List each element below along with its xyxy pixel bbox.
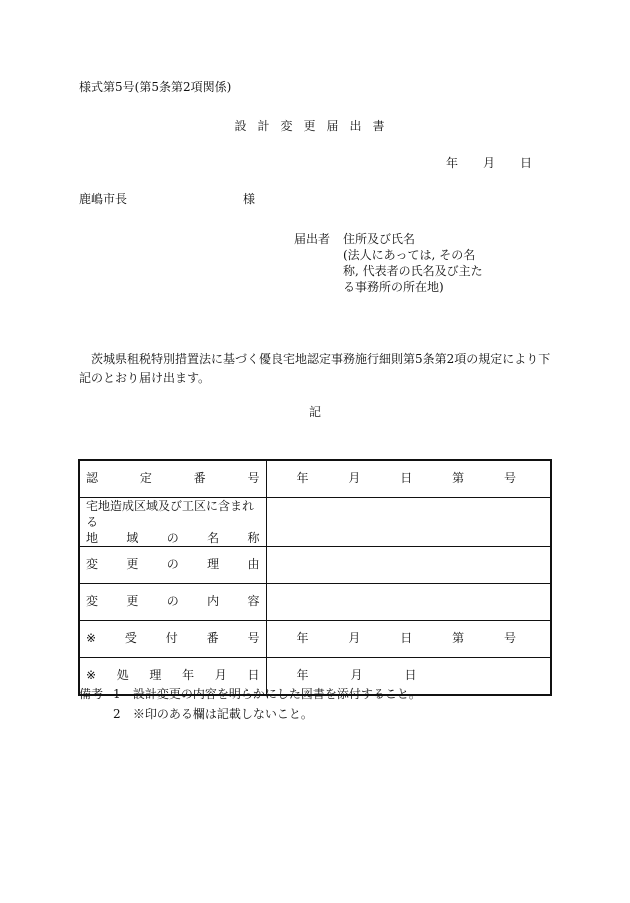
label-char: の — [166, 594, 179, 609]
label-char: 処 — [116, 668, 129, 683]
addressee — [79, 192, 256, 208]
label-char: 定 — [139, 471, 152, 486]
row-value-change-content[interactable] — [266, 584, 551, 621]
value-char: 月 — [350, 668, 363, 683]
label-char: ※ — [86, 631, 97, 646]
row-label-change-content — [79, 584, 266, 621]
value-char: 第 — [452, 631, 465, 646]
label-char: 番 — [206, 631, 219, 646]
addressee-honorific: 様 — [243, 192, 256, 206]
date-month: 月 — [483, 156, 496, 170]
note-item — [113, 707, 313, 723]
row-label-receipt-number — [79, 621, 266, 658]
value-char: 月 — [348, 631, 361, 646]
label-char: 名 — [207, 531, 220, 545]
form-number: 様式第5号(第5条第2項関係) — [79, 80, 232, 94]
label-char: 域 — [126, 531, 139, 545]
label-char: 月 — [214, 668, 227, 683]
applicant-field: 住所及び氏名 — [343, 232, 416, 246]
label-char: ※ — [86, 668, 97, 683]
table-row — [79, 547, 551, 584]
note-item — [113, 687, 421, 703]
label-char: 更 — [126, 594, 139, 609]
row-value-certification-number[interactable] — [266, 460, 551, 498]
value-char: 月 — [348, 471, 361, 486]
label-line: 宅地造成区域及び工区に含まれる — [86, 499, 255, 529]
label-char: 認 — [86, 471, 99, 486]
label-char: 号 — [247, 471, 260, 486]
label-char: 由 — [247, 557, 260, 572]
detail-table — [78, 459, 552, 696]
row-value-change-reason[interactable] — [266, 547, 551, 584]
date-line — [446, 156, 532, 172]
record-heading: 記 — [308, 405, 321, 419]
value-char: 日 — [400, 631, 413, 646]
label-char: 内 — [207, 594, 220, 609]
label-char: 変 — [86, 594, 99, 609]
date-year: 年 — [446, 156, 459, 170]
table-row — [79, 460, 551, 498]
value-char: 第 — [452, 471, 465, 486]
row-value-area-name[interactable] — [266, 498, 551, 547]
applicant-note: (法人にあっては, その名称, 代表者の氏名及び主たる事務所の所在地) — [343, 248, 483, 294]
note-text: 設計変更の内容を明らかにした図書を添付すること。 — [132, 687, 421, 701]
label-char: の — [166, 531, 179, 545]
label-char: 日 — [247, 668, 260, 683]
label-char: 理 — [149, 668, 162, 683]
value-char: 日 — [404, 668, 417, 683]
note-number: 2 — [113, 707, 121, 721]
label-char: 年 — [182, 668, 195, 683]
table-row — [79, 584, 551, 621]
document-title: 設計変更届出書 — [234, 119, 396, 133]
label-char: 理 — [207, 557, 220, 572]
notes-heading: 備考 — [79, 687, 104, 701]
table-row — [79, 621, 551, 658]
table-row — [79, 498, 551, 547]
value-char: 年 — [296, 631, 309, 646]
label-char: 地 — [86, 531, 99, 545]
value-char: 日 — [400, 471, 413, 486]
value-char: 号 — [503, 631, 516, 646]
label-char: 番 — [193, 471, 206, 486]
applicant-label: 届出者 — [294, 232, 331, 246]
label-char: 受 — [124, 631, 137, 646]
row-label-change-reason — [79, 547, 266, 584]
row-label-area-name — [79, 498, 266, 547]
label-char: 容 — [247, 594, 260, 609]
body-text: 茨城県租税特別措置法に基づく優良宅地認定事務施行細則第5条第2項の規定により下記のとおり届け出ます。 — [79, 352, 551, 385]
label-char: 付 — [165, 631, 178, 646]
date-day: 日 — [520, 156, 533, 170]
label-char: 変 — [86, 557, 99, 572]
row-label-certification-number — [79, 460, 266, 498]
label-char: の — [166, 557, 179, 572]
row-value-receipt-number[interactable] — [266, 621, 551, 658]
value-char: 年 — [296, 668, 309, 683]
value-char: 年 — [296, 471, 309, 486]
label-char: 号 — [247, 631, 260, 646]
label-char: 称 — [247, 531, 260, 545]
addressee-name: 鹿嶋市長 — [79, 192, 128, 206]
note-number: 1 — [113, 687, 121, 701]
value-char: 号 — [503, 471, 516, 486]
label-char: 更 — [126, 557, 139, 572]
note-text: ※印のある欄は記載しないこと。 — [132, 707, 313, 721]
